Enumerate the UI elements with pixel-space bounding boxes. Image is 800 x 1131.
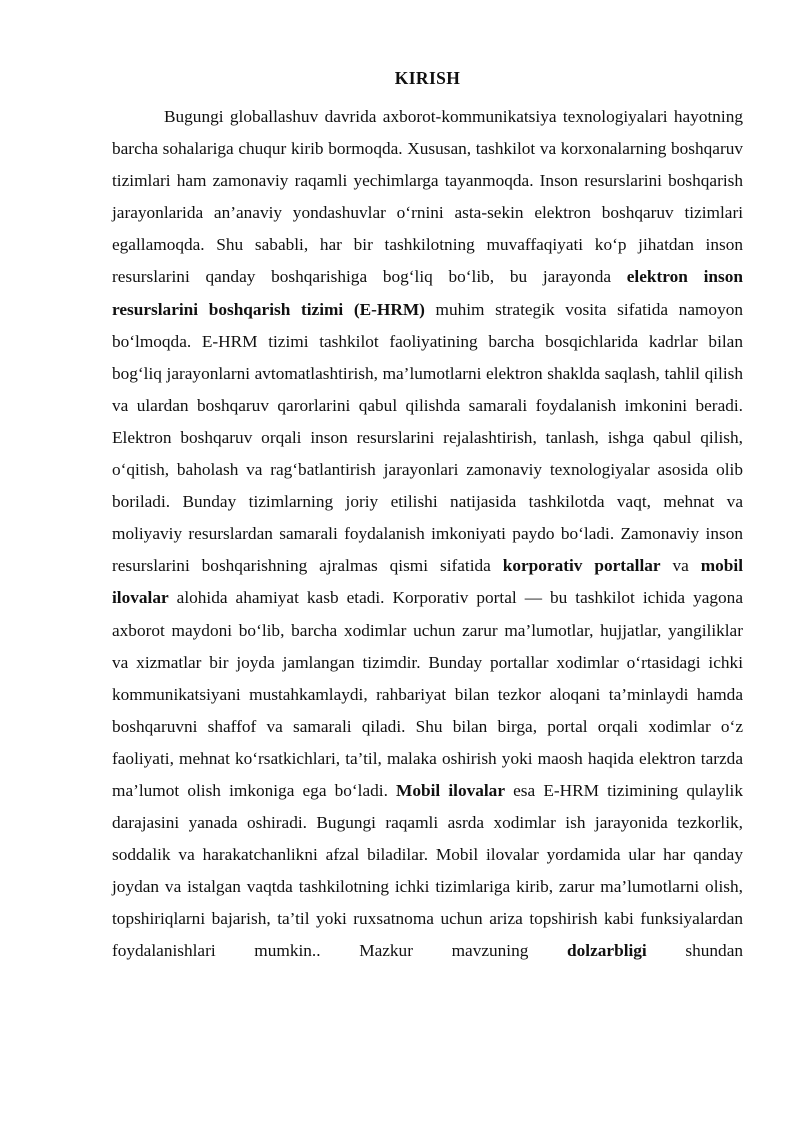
text-run: muhim strategik vosita sifatida namoyon bo‘lmoqda. E-HRM tizimi tashkilot faoliyatining barcha bosqichlarida kadrlar bilan bog‘liq jarayonlarni avtomatlashtirish, ma’lumotlarni elektron shaklda saqlash, tahlil qilish va ulardan boshqaruv qarorlarini qabul qilishda samarali foydalanish imkonini beradi. Elektron boshqaruv orqali inson resurslarini rejalashtirish, tanlash, ishga qabul qilish, o‘qitish, baholash va rag‘batlantirish jarayonlari zamonaviy texnologiyalar asosida olib boriladi. Bunday tizimlarning joriy etilishi natijasida tashkilotda vaqt, mehnat va moliyaviy resurslardan samarali foydalanish imkoniyati paydo bo‘ladi. Zamonaviy inson resurslarini boshqarishning ajralmas qismi sifatida bbox=[112, 299, 743, 576]
intro-paragraph bbox=[112, 101, 743, 968]
text-run: va bbox=[660, 556, 701, 576]
page-title: KIRISH bbox=[394, 68, 461, 88]
text-run: esa E-HRM tizimining qulaylik darajasini yanada oshiradi. Bugungi raqamli asrda xodimlar ish jarayonida tezkorlik, soddalik va harakatchanlikni afzal biladilar. Mobil ilovalar yordamida ular har qanday joydan va istalgan vaqtda tashkilotning ichki tizimlariga kirib, zarur ma’lumotlarni olish, topshiriqlarni bajarish, ta’til yoki ruxsatnoma uchun ariza topshirish kabi funksiyalardan foydalanishlari mumkin.. Mazkur mavzuning bbox=[112, 780, 743, 961]
text-run: Bugungi globallashuv davrida axborot-kommunikatsiya texnologiyalari hayotning barcha sohalariga chuqur kirib bormoqda. Xususan, tashkilot va korxonalarning boshqaruv tizimlari ham zamonaviy raqamli yechimlarga tayanmoqda. Inson resurslarini boshqarish jarayonlarida an’anaviy yondashuvlar o‘rnini asta-sekin elektron boshqaruv tizimlari egallamoqda. Shu sababli, har bir tashkilotning muvaffaqiyati ko‘p jihatdan inson resurslarini qanday boshqarishiga bog‘liq bo‘lib, bu jarayonda bbox=[112, 107, 743, 287]
text-run: alohida ahamiyat kasb etadi. Korporativ portal — bu tashkilot ichida yagona axborot maydoni bo‘lib, barcha xodimlar uchun zarur ma’lumotlar, hujjatlar, yangiliklar va xizmatlar bir joyda jamlangan tizimdir. Bunday portallar xodimlar o‘rtasidagi ichki kommunikatsiyani mustahkamlaydi, rahbariyat bilan tezkor aloqani ta’minlaydi hamda boshqaruvni shaffof va samarali qiladi. Shu bilan birga, portal orqali xodimlar o‘z faoliyati, mehnat ko‘rsatkichlari, ta’til, malaka oshirish yoki maosh haqida elektron tarzda ma’lumot olish imkoniga ega bo‘ladi. bbox=[112, 588, 743, 800]
emphasis-run: elektron inson resurslarini boshqarish tizimi (E-HRM) bbox=[112, 267, 743, 319]
text-run: shundan bbox=[646, 941, 744, 961]
emphasis-run: Mobil ilovalar bbox=[396, 780, 505, 800]
emphasis-run: dolzarbligi bbox=[567, 941, 647, 961]
page-content bbox=[112, 62, 743, 968]
emphasis-run: korporativ portallar bbox=[502, 556, 661, 576]
emphasis-run: mobil ilovalar bbox=[112, 556, 743, 608]
